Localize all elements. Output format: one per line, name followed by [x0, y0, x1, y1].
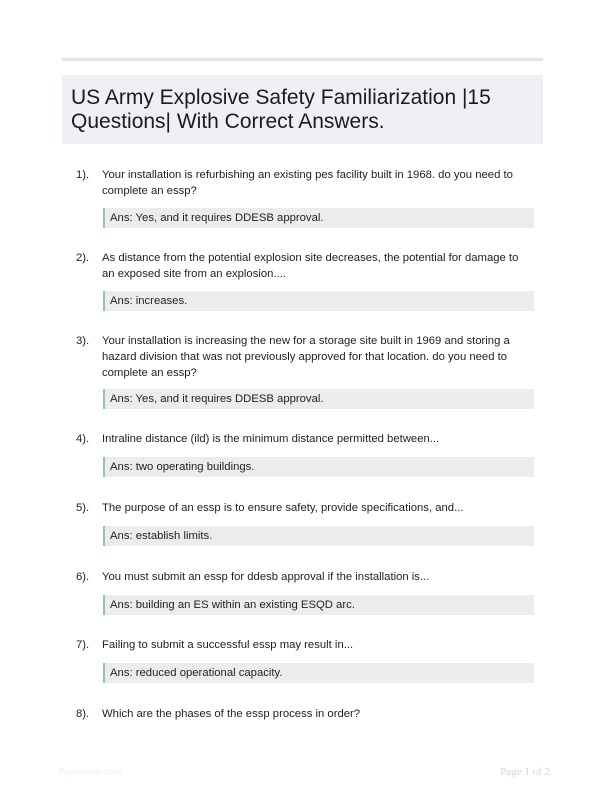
- document-title: US Army Explosive Safety Familiarization |15 Questions| With Correct Answers.: [71, 86, 491, 133]
- question-number: 1).: [76, 169, 90, 181]
- question-number: 7).: [76, 639, 90, 651]
- question-number: 4).: [76, 433, 90, 445]
- question-number: 5).: [76, 502, 90, 514]
- question-text: The purpose of an essp is to ensure safety, provide specifications, and...: [102, 502, 464, 514]
- question-number: 3).: [76, 335, 90, 347]
- page-number: Page 1 of 2: [500, 766, 550, 778]
- title-banner: [62, 75, 543, 144]
- answer-box: Ans: two operating buildings.: [103, 457, 534, 477]
- question-text: Your installation is refurbishing an existing pes facility built in 1968. do you need to complete an essp?: [102, 169, 513, 197]
- answer-box: Ans: Yes, and it requires DDESB approval.: [103, 389, 534, 409]
- top-divider: [62, 58, 543, 61]
- question-text: Which are the phases of the essp process in order?: [102, 708, 361, 720]
- question-text: You must submit an essp for ddesb approval if the installation is...: [102, 571, 430, 583]
- question-number: 2).: [76, 252, 90, 264]
- answer-box: Ans: reduced operational capacity.: [103, 663, 534, 683]
- question-text: Failing to submit a successful essp may result in...: [102, 639, 354, 651]
- question-number: 6).: [76, 571, 90, 583]
- footer-watermark: Paperfolio.com: [58, 767, 122, 778]
- answer-box: Ans: increases.: [103, 291, 534, 311]
- answer-box: Ans: building an ES within an existing ESQD arc.: [103, 595, 534, 615]
- question-text: Intraline distance (ild) is the minimum distance permitted between...: [102, 433, 440, 445]
- answer-box: Ans: Yes, and it requires DDESB approval.: [103, 208, 534, 228]
- question-text: As distance from the potential explosion site decreases, the potential for damage to an exposed site from an explosion....: [102, 252, 519, 280]
- question-text: Your installation is increasing the new for a storage site built in 1969 and storing a hazard division that was not previously approved for that location. do you need to complete an essp?: [102, 335, 510, 379]
- question-number: 8).: [76, 708, 90, 720]
- answer-box: Ans: establish limits.: [103, 526, 534, 546]
